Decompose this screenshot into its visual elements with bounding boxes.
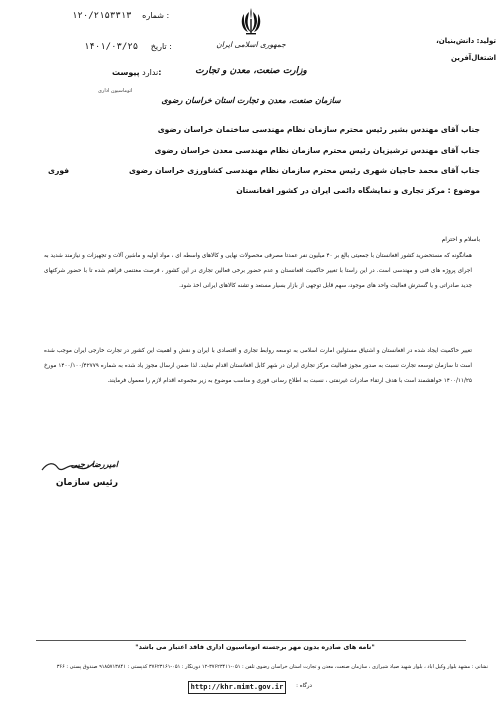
- footer-divider: [36, 640, 466, 641]
- letter-date: [84, 42, 172, 52]
- letter-number: [72, 11, 169, 21]
- slogan-line-2: اشتغال‌آفرین: [450, 54, 496, 62]
- footer-website-label: درگاه :: [296, 683, 312, 689]
- slogan-line-1: تولید: دانش‌بنیان،: [436, 37, 496, 45]
- signatory-name: امیررضا رجبی: [70, 460, 118, 469]
- footer-website-link[interactable]: http://khr.mimt.gov.ir: [190, 683, 284, 691]
- iran-emblem-icon: [238, 6, 264, 36]
- salutation: باسلام و احترام: [441, 236, 480, 243]
- system-note: اتوماسیون اداری: [98, 88, 133, 94]
- org-line-3: سازمان صنعت، معدن و تجارت استان خراسان رضوی: [161, 95, 341, 105]
- letter-number-label: شماره :: [142, 11, 170, 20]
- org-line-2: وزارت صنعت، معدن و تجارت: [195, 66, 307, 76]
- body-paragraph-2: تغییر حاکمیت ایجاد شده در افغانستان و اشتیاق مسئولین امارت اسلامی به توسعه روابط تجاری و اقتصادی با ایران و نقش و اهمیت این کشور در تجارت خارجی ایران موجب شده است تا سازمان توسعه تجارت نسبت به صدور مجوز فعالیت مرکز تجاری ایران در شهر کابل افغانستان اقدام نمایند. لذا ضمن ارسال مجوز یاد شده به شماره ۱۴۰۰/۱۰۰/۴۲۷۷۹ مورخ ۱۴۰۰/۱۱/۲۵ خواهشمند است با هدف ارتقاء صادرات غیرنفتی ، نسبت به اطلاع رسانی فوری و مناسب موضوع به زیر مجموعه اقدام لازم را معمول فرمایند.: [44, 348, 472, 384]
- urgency-label: فوری: [48, 166, 70, 175]
- signatory-title: رئیس سازمان: [55, 478, 118, 488]
- letter-date-value: ۱۴۰۱/۰۳/۲۵: [84, 42, 139, 52]
- footer-disclaimer: "نامه های صادره بدون مهر برجسته اتوماسیون اداری فاقد اعتبار می باشد": [135, 643, 375, 651]
- recipient-3: جناب آقای محمد حاجیان شهری رئیس محترم سازمان نظام مهندسی کشاورزی خراسان رضوی: [128, 166, 480, 175]
- letter-number-value: ۱۲۰/۲۱۵۳۳۱۳: [72, 11, 132, 21]
- recipient-2: جناب آقای مهندس ترشیزیان رئیس محترم سازمان نظام مهندسی معدن خراسان رضوی: [154, 146, 480, 155]
- letter-attachment-value: ندارد: [142, 68, 159, 77]
- org-line-1: جمهوری اسلامی ایران: [216, 40, 286, 49]
- letter-attachment: [100, 68, 161, 77]
- letter-date-label: تاریخ :: [150, 42, 172, 51]
- footer-address: نشانی : مشهد بلوار وکیل آباد ، بلوار شهید صیاد شیرازی ، سازمان صنعت، معدن و تجارت استان خراسان رضوی تلفن : ۰۵۱-۳۷۶۲۳۴۱۱-۱۲ دورنگار : ۰۵۱-۳۷۶۲۳۱۶۱ کدپستی : ۹۱۸۵۷۱۳۸۴۱ صندوق پستی : ۳۶۶: [56, 664, 488, 670]
- recipient-1: جناب آقای مهندس بشیر رئیس محترم سازمان نظام مهندسی ساختمان خراسان رضوی: [157, 125, 480, 134]
- subject-line: موضوع : مرکز تجاری و نمایشگاه دائمی ایران در کشور افغانستان: [236, 186, 480, 195]
- footer-website-box: [188, 681, 286, 694]
- body-paragraph-1: همانگونه که مستحضرید کشور افغانستان با جمعیتی بالغ بر ۴۰ میلیون نفر عمدتا مصرفی محصولات نهایی و کالاهای واسطه ای ، مواد اولیه و ماشین آلات و تجهیزات و نیازمند شدید به اجرای پروژه های فنی و مهندسی است. در این راستا با تغییر حاکمیت افغانستان و عدم حضور برخی فعالین تجاری در این کشور ، فرصت مغتنمی فراهم شده تا با حضور شرکتهای جدید صادراتی و یا گسترش فعالیت واحد های موجود، سهم قابل توجهی از بازار بسیار مستعد و تشنه کالاهای ایرانی اخذ شود.: [44, 253, 472, 289]
- letter-attachment-label: پیوست:: [112, 68, 162, 77]
